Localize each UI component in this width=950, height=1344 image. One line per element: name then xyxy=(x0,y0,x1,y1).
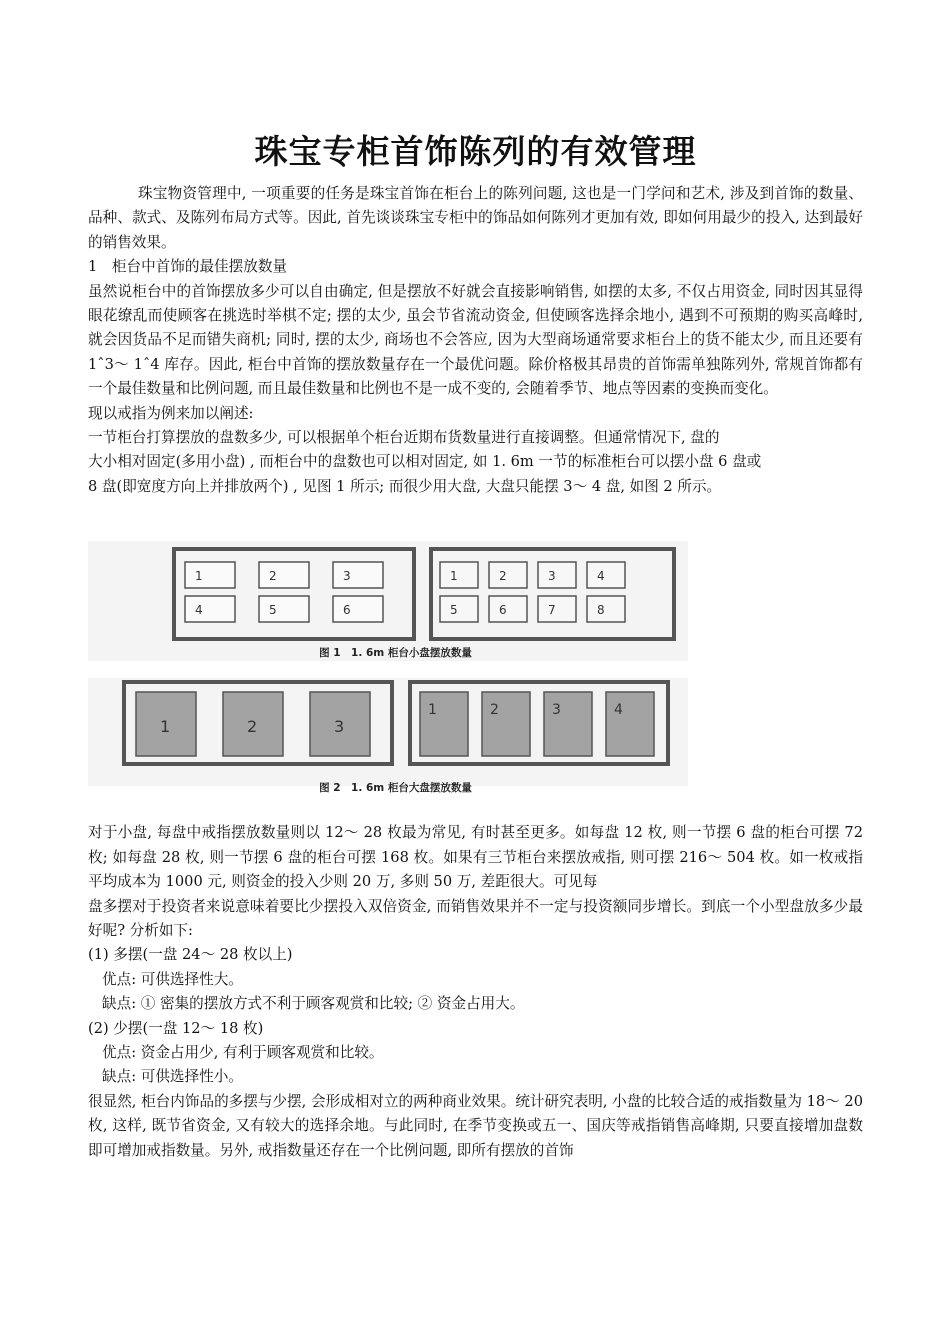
figure-1-diagram xyxy=(88,541,698,661)
tray-label: 3 xyxy=(552,702,561,719)
tray-label: 3 xyxy=(334,717,345,737)
tray-box xyxy=(259,596,309,622)
tray-box xyxy=(185,562,235,588)
tray-label: 2 xyxy=(499,569,507,584)
tray-label: 1 xyxy=(428,702,437,719)
intro-paragraph: 珠宝物资管理中, 一项重要的任务是珠宝首饰在柜台上的陈列问题, 这也是一门学问和艺术, 涉及到首饰的数量、品种、款式、及陈列布局方式等。因此, 首先谈谈珠宝专柜中的饰品如何陈列才更加有效, 即如何用最少的投入, 达到最好的销售效果。 xyxy=(88,185,863,251)
tray-count-line-1: 一节柜台打算摆放的盘数多少, 可以根据单个柜台近期布货数量进行直接调整。但通常情况下, 盘的 xyxy=(88,429,720,447)
tray-label: 1 xyxy=(450,569,458,584)
option-1-pro: 优点: 可供选择性大。 xyxy=(102,970,243,988)
tray-label: 2 xyxy=(247,717,258,737)
option-2-heading: (2) 少摆(一盘 12～ 18 枚) xyxy=(88,1019,264,1037)
figure-2-diagram xyxy=(88,678,698,786)
tray-box xyxy=(259,562,309,588)
tray-box xyxy=(538,596,576,622)
tray-box xyxy=(489,596,527,622)
figure-2-caption: 图 2 1. 6m 柜台大盘摆放数量 xyxy=(319,782,472,795)
figure-1 xyxy=(88,541,863,660)
ring-example-line: 现以戒指为例来加以阐述: xyxy=(88,404,254,422)
section-1-heading: 1 柜台中首饰的最佳摆放数量 xyxy=(88,258,288,276)
tray-label: 1 xyxy=(195,569,203,584)
tray-label: 7 xyxy=(548,603,556,618)
tray-box xyxy=(587,562,625,588)
tray-box xyxy=(440,596,478,622)
tray-label: 4 xyxy=(597,569,605,584)
figure-1-caption: 图 1 1. 6m 柜台小盘摆放数量 xyxy=(319,647,472,660)
document-title: 珠宝专柜首饰陈列的有效管理 xyxy=(254,132,697,171)
tray-label: 4 xyxy=(614,702,623,719)
tray-count-line-3: 8 盘(即宽度方向上并排放两个) , 见图 1 所示; 而很少用大盘, 大盘只能摆 3～ 4 盘, 如图 2 所示。 xyxy=(88,477,722,495)
tray-box xyxy=(185,596,235,622)
tray-box xyxy=(333,562,383,588)
option-2-pro: 优点: 资金占用少, 有利于顾客观赏和比较。 xyxy=(102,1043,384,1061)
small-tray-paragraph-2: 盘多摆对于投资者来说意味着要比少摆投入双倍资金, 而销售效果并不一定与投资额同步增长。到底一个小型盘放多少最好呢? 分析如下: xyxy=(88,897,863,939)
option-1-con: 缺点: ① 密集的摆放方式不利于顾客观赏和比较; ② 资金占用大。 xyxy=(102,995,525,1013)
tray-label: 1 xyxy=(160,717,171,737)
tray-label: 5 xyxy=(450,603,458,618)
tray-label: 6 xyxy=(343,603,351,618)
option-2-con: 缺点: 可供选择性小。 xyxy=(102,1068,243,1086)
option-1-heading: (1) 多摆(一盘 24～ 28 枚以上) xyxy=(88,946,293,964)
tray-label: 4 xyxy=(195,603,203,618)
conclusion-paragraph: 很显然, 柜台内饰品的多摆与少摆, 会形成相对立的两种商业效果。统计研究表明, 小盘的比较合适的戒指数量为 18～ 20 枚, 这样, 既节省资金, 又有较大的选择余地。与此同时, 在季节变换或五一、国庆等戒指销售高峰期, 只要直接增加盘数即可增加戒指数量。另外, 戒指数量还存在一个比例问题, 即所有摆放的首饰 xyxy=(88,1092,863,1159)
document-page xyxy=(88,128,863,1163)
tray-label: 5 xyxy=(269,603,277,618)
tray-box xyxy=(440,562,478,588)
tray-label: 3 xyxy=(343,569,351,584)
tray-label: 8 xyxy=(597,603,605,618)
tray-label: 2 xyxy=(269,569,277,584)
tray-box xyxy=(587,596,625,622)
tray-count-line-2: 大小相对固定(多用小盘) , 而柜台中的盘数也可以相对固定, 如 1. 6m 一节的标准柜台可以摆小盘 6 盘或 xyxy=(88,453,762,471)
figure-2 xyxy=(88,678,863,795)
tray-label: 2 xyxy=(490,702,499,719)
tray-box xyxy=(333,596,383,622)
tray-box xyxy=(538,562,576,588)
tray-label: 6 xyxy=(499,603,507,618)
section-1-body: 虽然说柜台中的首饰摆放多少可以自由确定, 但是摆放不好就会直接影响销售, 如摆的太多, 不仅占用资金, 同时因其显得眼花缭乱而使顾客在挑选时举棋不定; 摆的太少, 虽会节省流动资金, 但使顾客选择余地小, 遇到不可预期的购买高峰时, 就会因货品不足而错失商机; 同时, 摆的太少, 商场也不会答应, 因为大型商场通常要求柜台上的货不能太少, 而且还要有 1ˆ3～ 1ˆ4 库存。因此, 柜台中首饰的摆放数量存在一个最优问题。除价格极其昂贵的首饰需单独陈列外, 常规首饰都有一个最佳数量和比例问题, 而且最佳数量和比例也不是一成不变的, 会随着季节、地点等因素的变换而变化。 xyxy=(88,282,863,398)
small-tray-paragraph: 对于小盘, 每盘中戒指摆放数量则以 12～ 28 枚最为常见, 有时甚至更多。如每盘 12 枚, 则一节摆 6 盘的柜台可摆 72 枚; 如每盘 28 枚, 则一节摆 6 盘的柜台可摆 168 枚。如果有三节柜台来摆放戒指, 则可摆 216～ 504 枚。如一枚戒指平均成本为 1000 元, 则资金的投入少则 20 万, 多则 50 万, 差距很大。可见每 xyxy=(88,824,863,891)
tray-box xyxy=(489,562,527,588)
tray-label: 3 xyxy=(548,569,556,584)
